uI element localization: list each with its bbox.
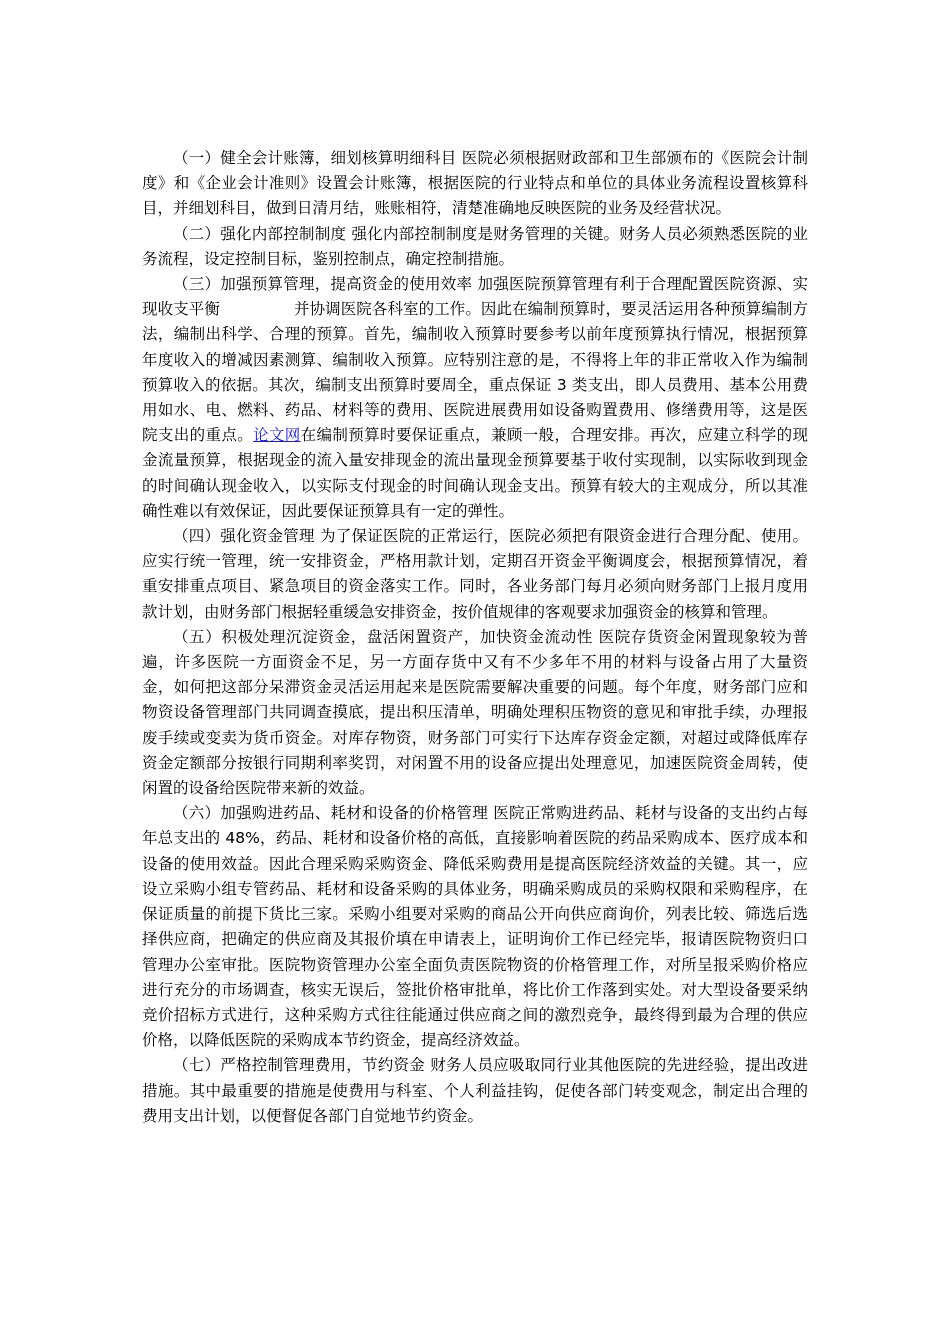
paragraph-5	[142, 625, 808, 801]
paragraph-3-text-part3: 在编制预算时要保证重点，兼顾一般，合理安排。再次，应建立科学的现金流量预算，根据现金的流入量安排现金的流出量现金预算要基于收付实现制，以实际收到现金的时间确认现金收入，以实际支付现金的时间确认现金支出。预算有较大的主观成分，所以其准确性难以有效保证，因此要保证预算具有一定的弹性。	[142, 426, 808, 520]
paragraph-2	[142, 222, 808, 272]
document-page	[142, 146, 808, 1129]
paragraph-5-text: （五）积极处理沉淀资金，盘活闲置资产，加快资金流动性 医院存货资金闲置现象较为普遍，许多医院一方面资金不足，另一方面存货中又有不少多年不用的材料与设备占用了大量资金，如何把这部分呆滞资金灵活运用起来是医院需要解决重要的问题。每个年度，财务部门应和物资设备管理部门共同调查摸底，提出积压清单，明确处理积压物资的意见和审批手续，办理报废手续或变卖为货币资金。对库存物资，财务部门可实行下达库存资金定额，对超过或降低库存资金定额部分按银行同期利率奖罚，对闲置不用的设备应提出处理意见，加速医院资金周转，使闲置的设备给医院带来新的效益。	[142, 627, 808, 798]
paragraph-2-text: （二）强化内部控制制度 强化内部控制制度是财务管理的关键。财务人员必须熟悉医院的业务流程，设定控制目标，鉴别控制点，确定控制措施。	[142, 224, 808, 268]
lunwen-link[interactable]: 论文网	[253, 426, 301, 445]
paragraph-1-text: （一）健全会计账簿，细划核算明细科目 医院必须根据财政部和卫生部颁布的《医院会计制度》和《企业会计准则》设置会计账簿，根据医院的行业特点和单位的具体业务流程设置核算科目，并细划科目，做到日清月结，账账相符，清楚准确地反映医院的业务及经营状况。	[142, 149, 808, 218]
paragraph-3	[142, 272, 808, 524]
paragraph-4-text: （四）强化资金管理 为了保证医院的正常运行，医院必须把有限资金进行合理分配、使用。应实行统一管理，统一安排资金，严格用款计划，定期召开资金平衡调度会，根据预算情况，着重安排重点项目、紧急项目的资金落实工作。同时，各业务部门每月必须向财务部门上报月度用款计划，由财务部门根据轻重缓急安排资金，按价值规律的客观要求加强资金的核算和管理。	[142, 527, 808, 621]
paragraph-4	[142, 524, 808, 625]
paragraph-7-text: （七）严格控制管理费用，节约资金 财务人员应吸取同行业其他医院的先进经验，提出改进措施。其中最重要的措施是使费用与科室、个人利益挂钩，促使各部门转变观念，制定出合理的费用支出计划，以便督促各部门自觉地节约资金。	[142, 1056, 808, 1125]
paragraph-7	[142, 1053, 808, 1129]
paragraph-6	[142, 801, 808, 1053]
paragraph-6-text: （六）加强购进药品、耗材和设备的价格管理 医院正常购进药品、耗材与设备的支出约占每年总支出的 48%，药品、耗材和设备价格的高低，直接影响着医院的药品采购成本、医疗成本和设备的使用效益。因此合理采购采购资金、降低采购费用是提高医院经济效益的关键。其一，应设立采购小组专管药品、耗材和设备采购的具体业务，明确采购成员的采购权限和采购程序，在保证质量的前提下货比三家。采购小组要对采购的商品公开向供应商询价，列表比较、筛选后选择供应商，把确定的供应商及其报价填在申请表上，证明询价工作已经完毕，报请医院物资归口管理办公室审批。医院物资管理办公室全面负责医院物资的价格管理工作，对所呈报采购价格应进行充分的市场调查，核实无误后，签批价格审批单，将比价工作落到实处。对大型设备要采纳竞价招标方式进行，这种采购方式往往能通过供应商之间的激烈竞争，最终得到最为合理的供应价格，以降低医院的采购成本节约资金，提高经济效益。	[142, 804, 808, 1050]
paragraph-1	[142, 146, 808, 222]
paragraph-3-text-part1: （三）加强预算管理，提高资金的使用效率 加强医院预算管理有利于合理配置医院资源、实现收支平衡	[142, 275, 808, 319]
paragraph-3-text-part2: 并协调医院各科室的工作。因此在编制预算时，要灵活运用各种预算编制方法，编制出科学、合理的预算。首先，编制收入预算时要参考以前年度预算执行情况，根据预算年度收入的增减因素测算、编制收入预算。应特别注意的是，不得将上年的非正常收入作为编制预算收入的依据。其次，编制支出预算时要周全，重点保证 3 类支出，即人员费用、基本公用费用如水、电、燃料、药品、材料等的费用、医院进展费用如设备购置费用、修缮费用等，这是医院支出的重点。	[142, 300, 808, 445]
